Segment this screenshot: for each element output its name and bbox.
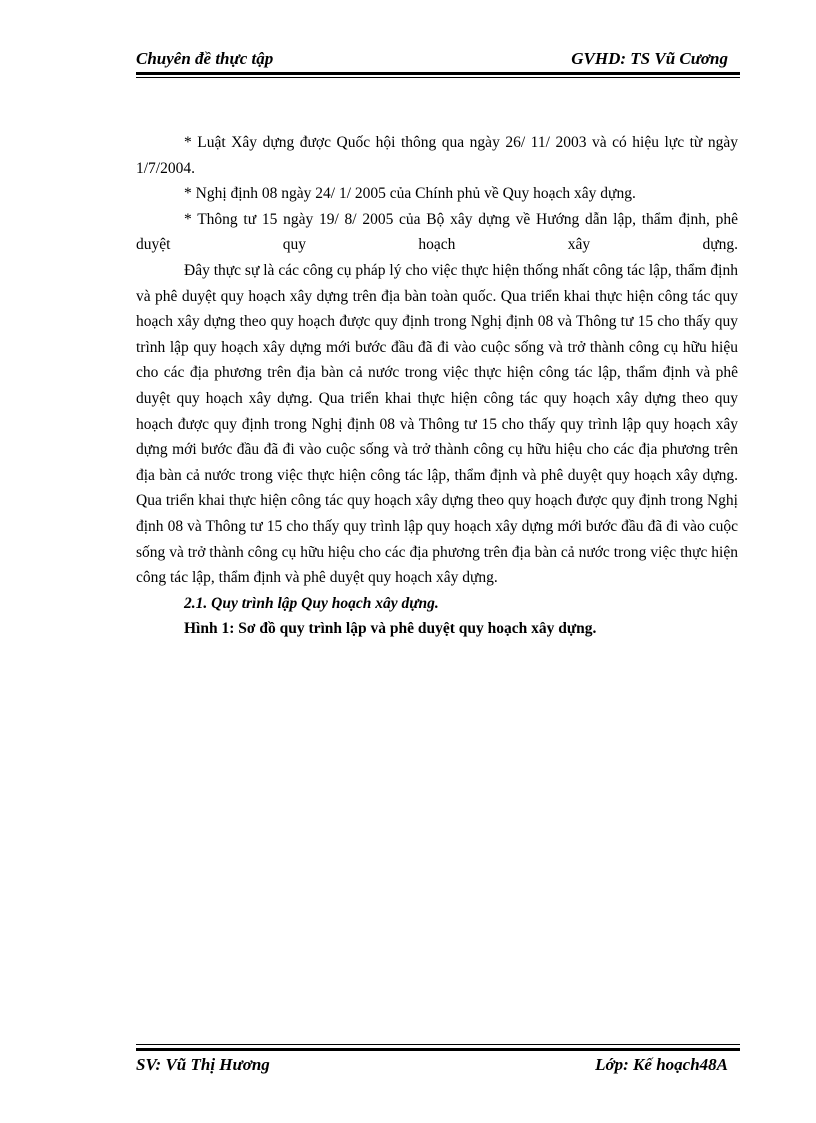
page-header	[136, 48, 740, 72]
footer-rule-thick	[136, 1048, 740, 1051]
footer-student-name: SV: Vũ Thị Hương	[136, 1055, 270, 1074]
header-supervisor: GVHD: TS Vũ Cương	[571, 49, 728, 68]
paragraph-construction-law: * Luật Xây dựng được Quốc hội thông qua ngày 26/ 11/ 2003 và có hiệu lực từ ngày 1/7/2004.	[136, 134, 738, 177]
figure-caption: Hình 1: Sơ đồ quy trình lập và phê duyệt quy hoạch xây dựng.	[184, 620, 597, 638]
footer-class: Lớp: Kế hoạch48A	[595, 1055, 728, 1074]
section-heading: 2.1. Quy trình lập Quy hoạch xây dựng.	[184, 594, 439, 612]
footer-rule-thin	[136, 1044, 740, 1045]
header-report-title: Chuyên đề thực tập	[136, 49, 274, 68]
paragraph-decree-08: * Nghị định 08 ngày 24/ 1/ 2005 của Chính phủ về Quy hoạch xây dựng.	[184, 185, 636, 203]
document-body	[136, 130, 738, 642]
paragraph-implementation: Qua triển khai thực hiện công tác quy hoạch xây dựng theo quy hoạch được quy định trong Nghị định 08 và Thông tư 15 cho thấy quy trình lập quy hoạch xây dựng mới bước đầu đã đi vào cuộc sống và trở thành công cụ hữu hiệu cho các địa phương trên địa bàn cả nước trong việc thực hiện công tác lập, thẩm định và phê duyệt quy hoạch xây dựng.	[136, 492, 738, 587]
paragraph-legal-tools: Đây thực sự là các công cụ pháp lý cho việc thực hiện thống nhất công tác lập, thẩm định và phê duyệt quy hoạch xây dựng trên địa bàn toàn quốc. Qua triển khai thực hiện công tác quy hoạch xây dựng theo quy hoạch được quy định trong Nghị định 08 và Thông tư 15 cho thấy quy trình lập quy hoạch xây dựng mới bước đầu đã đi vào cuộc sống và trở thành công cụ hữu hiệu cho các địa phương trên địa bàn cả nước trong việc thực hiện công tác lập, thẩm định và phê duyệt quy hoạch xây dựng. Qua triển khai thực hiện công tác quy hoạch xây dựng theo quy hoạch được quy định trong Nghị định 08 và Thông tư 15 cho thấy quy trình lập quy hoạch xây dựng mới bước đầu đã đi vào cuộc sống và trở thành công cụ hữu hiệu cho các địa phương trên địa bàn cả nước trong việc thực hiện công tác lập, thẩm định và phê duyệt quy hoạch xây dựng.	[136, 261, 738, 484]
page-footer	[136, 1054, 740, 1078]
header-rule-thick	[136, 72, 740, 75]
header-rule-thin	[136, 77, 740, 78]
paragraph-circular-15: * Thông tư 15 ngày 19/ 8/ 2005 của Bộ xây dựng về Hướng dẫn lập, thẩm định, phê duyệt quy hoạch xây dựng.	[136, 210, 738, 254]
